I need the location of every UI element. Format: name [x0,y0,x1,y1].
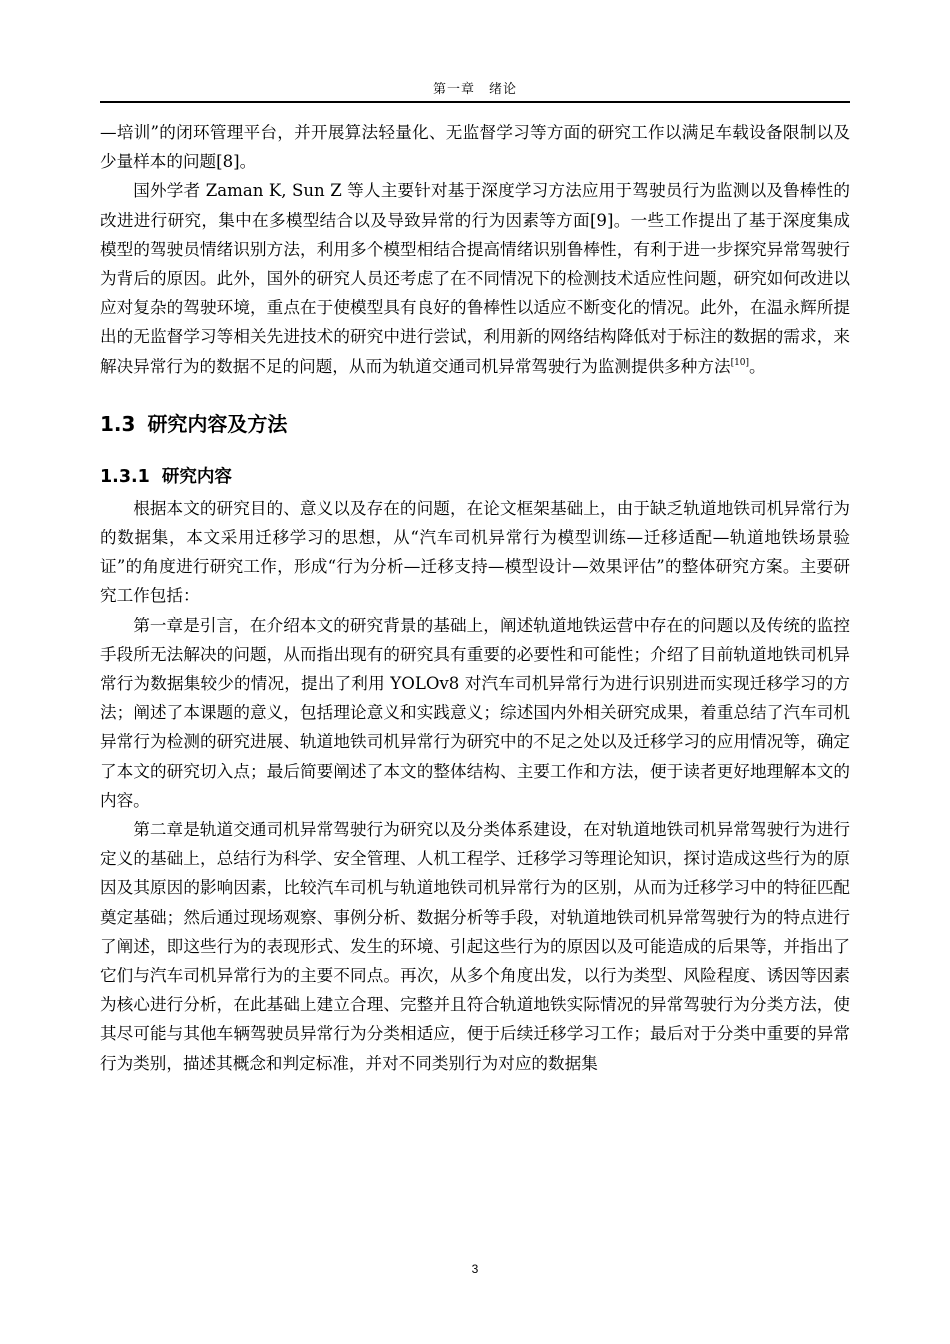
paragraph-end-mark: 。 [749,356,766,376]
paragraph-foreign-research [100,176,850,380]
subsection-number: 1.3.1 [100,466,150,487]
paragraph-chapter-two: 第二章是轨道交通司机异常驾驶行为研究以及分类体系建设，在对轨道地铁司机异常驾驶行为进行定义的基础上，总结行为科学、安全管理、人机工程学、迁移学习等理论知识，探讨造成这些行为的原因及其原因的影响因素，比较汽车司机与轨道地铁司机异常行为的区别，从而为迁移学习中的特征匹配奠定基础；然后通过现场观察、事例分析、数据分析等手段，对轨道地铁司机异常驾驶行为的特点进行了阐述，即这些行为的表现形式、发生的环境、引起这些行为的原因以及可能造成的后果等，并指出了它们与汽车司机异常行为的主要不同点。再次，从多个角度出发，以行为类型、风险程度、诱因等因素为核心进行分析，在此基础上建立合理、完整并且符合轨道地铁实际情况的异常驾驶行为分类方法，使其尽可能与其他车辆驾驶员异常行为分类相适应，便于后续迁移学习工作；最后对于分类中重要的异常行为类别，描述其概念和判定标准，并对不同类别行为对应的数据集 [100,820,850,1073]
section-title: 研究内容及方法 [147,411,288,436]
section-heading-1-3 [100,409,850,439]
subsection-title: 研究内容 [161,466,232,487]
body-text [100,118,850,1078]
paragraph-foreign-research-text: 国外学者 Zaman K, Sun Z 等人主要针对基于深度学习方法应用于驾驶员行为监测以及鲁棒性的改进进行研究，集中在多模型结合以及导致异常的行为因素等方面[9]。一些工作提出了基于深度集成模型的驾驶员情绪识别方法，利用多个模型相结合提高情绪识别鲁棒性，有利于进一步探究异常驾驶行为背后的原因。此外，国外的研究人员还考虑了在不同情况下的检测技术适应性问题，研究如何改进以应对复杂的驾驶环境，重点在于使模型具有良好的鲁棒性以适应不断变化的情况。此外，在温永辉所提出的无监督学习等相关先进技术的研究中进行尝试，利用新的网络结构降低对于标注的数据的需求，来解决异常行为的数据不足的问题，从而为轨道交通司机异常驾驶行为监测提供多种方法 [100,181,850,376]
paragraph-research-plan: 根据本文的研究目的、意义以及存在的问题，在论文框架基础上，由于缺乏轨道地铁司机异常行为的数据集，本文采用迁移学习的思想，从“汽车司机异常行为模型训练—迁移适配—轨道地铁场景验证”的角度进行研究工作，形成“行为分析—迁移支持—模型设计—效果评估”的整体研究方案。主要研究工作包括： [100,498,850,606]
subsection-heading-1-3-1 [100,462,850,492]
paragraph-continuation: —培训”的闭环管理平台，并开展算法轻量化、无监督学习等方面的研究工作以满足车载设备限制以及少量样本的问题[8]。 [100,123,850,172]
page-number: 3 [471,1262,479,1276]
paragraph-chapter-one: 第一章是引言，在介绍本文的研究背景的基础上，阐述轨道地铁运营中存在的问题以及传统的监控手段所无法解决的问题，从而指出现有的研究具有重要的必要性和可能性；介绍了目前轨道地铁司机异常行为数据集较少的情况，提出了利用 YOLOv8 对汽车司机异常行为进行识别进而实现迁移学习的方法；阐述了本课题的意义，包括理论意义和实践意义；综述国内外相关研究成果，着重总结了汽车司机异常行为检测的研究进展、轨道地铁司机异常行为研究中的不足之处以及迁移学习的应用情况等，确定了本文的研究切入点；最后简要阐述了本文的整体结构、主要工作和方法，便于读者更好地理解本文的内容。 [100,615,850,810]
section-number: 1.3 [100,411,136,436]
header-rule [100,101,850,103]
citation-10: [10] [730,357,750,368]
running-header: 第一章 绪论 [432,82,517,97]
